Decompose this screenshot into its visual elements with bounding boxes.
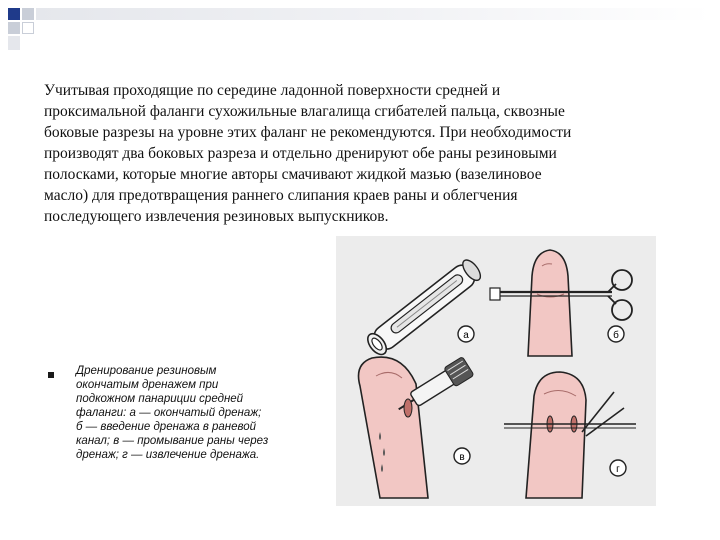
header-bar [36, 8, 712, 20]
drainage-illustration [336, 236, 656, 506]
paragraph-line: полосками, которые многие авторы смачивают жидкой мазью (вазелиновое [44, 166, 542, 183]
paragraph-line: боковые разрезы на уровне этих фаланг не рекомендуются. При необходимости [44, 124, 572, 141]
paragraph-line: производят два боковых разреза и отдельно дренируют обе раны резиновыми [44, 145, 557, 162]
finger-forceps-illustration [490, 250, 632, 356]
caption-line: окончатым дренажем при [76, 379, 219, 391]
panel-label-d: г [616, 464, 620, 475]
bullet-icon [48, 372, 54, 378]
caption-line: канал; в — промывание раны через [76, 435, 269, 447]
finger-syringe-illustration [359, 357, 475, 498]
side-bar [8, 36, 20, 50]
paragraph-line: Учитывая проходящие по середине ладонной поверхности средней и [44, 82, 501, 99]
caption-line: дренаж; г — извлечение дренажа. [76, 449, 260, 461]
paragraph-line: масло) для предотвращения раннего слипания краев раны и облегчения [44, 187, 518, 204]
caption-line: подкожном панариции средней [76, 393, 244, 405]
caption-line: фаланги: а — окончатый дренаж; [76, 407, 262, 419]
corner-square-outline [22, 22, 34, 34]
corner-square-light [22, 8, 34, 20]
caption-line: б — введение дренажа в раневой [76, 421, 257, 433]
finger-removal-illustration [504, 372, 636, 498]
drain-tube-illustration [364, 257, 484, 358]
corner-square-light [8, 22, 20, 34]
panel-label-b: б [613, 330, 619, 341]
caption-line: Дренирование резиновым [76, 365, 217, 377]
panel-label-a: а [463, 330, 469, 341]
panel-label-c: в [459, 452, 465, 463]
figure-caption [76, 364, 326, 462]
paragraph-line: последующего извлечения резиновых выпускников. [44, 208, 389, 225]
main-paragraph [44, 80, 684, 227]
corner-square-dark [8, 8, 20, 20]
paragraph-line: проксимальной фаланги сухожильные влагалища сгибателей пальца, сквозные [44, 103, 565, 120]
